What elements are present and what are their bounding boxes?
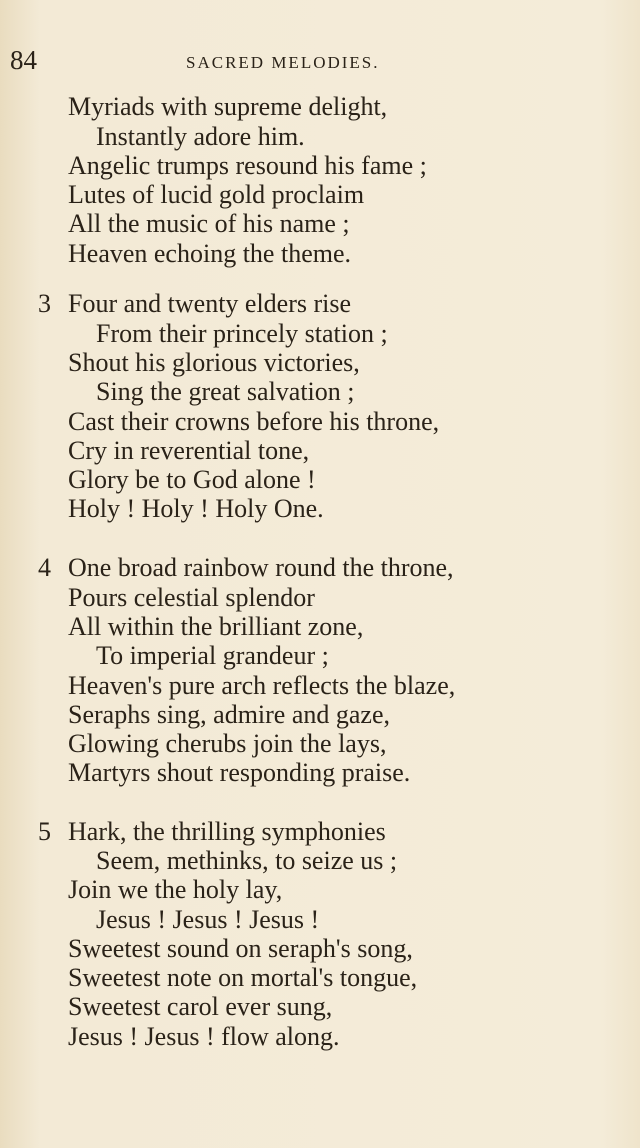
verse-line: All within the brilliant zone, [68, 612, 364, 641]
verse-line: Angelic trumps resound his fame ; [68, 151, 427, 180]
verse-line: Jesus ! Jesus ! Jesus ! [96, 905, 320, 934]
verse-line: One broad rainbow round the throne, [68, 553, 454, 582]
verse-line: Seraphs sing, admire and gaze, [68, 700, 391, 729]
verse-line: Glory be to God alone ! [68, 465, 316, 494]
stanza-number: 5 [38, 817, 51, 846]
stanza-number: 4 [38, 553, 51, 582]
verse-line: Hark, the thrilling symphonies [68, 817, 386, 846]
verse-line: Sing the great salvation ; [96, 377, 355, 406]
verse-line: Sweetest sound on seraph's song, [68, 934, 413, 963]
verse-line: Four and twenty elders rise [68, 289, 352, 318]
verse-line: Pours celestial splendor [68, 583, 315, 612]
verse-line: Holy ! Holy ! Holy One. [68, 494, 324, 523]
running-head: SACRED MELODIES. [186, 53, 380, 72]
verse-line: To imperial grandeur ; [96, 641, 329, 670]
verse-line: Heaven's pure arch reflects the blaze, [68, 671, 456, 700]
verse-line: Heaven echoing the theme. [68, 239, 351, 268]
verse-line: Glowing cherubs join the lays, [68, 729, 387, 758]
verse-line: Shout his glorious victories, [68, 348, 360, 377]
stanza-number: 3 [38, 289, 51, 318]
verse-line: Sweetest note on mortal's tongue, [68, 963, 418, 992]
verse-line: Cast their crowns before his throne, [68, 407, 440, 436]
verse-line: Instantly adore him. [96, 122, 305, 151]
verse-line: Seem, methinks, to seize us ; [96, 846, 398, 875]
verse-line: Cry in reverential tone, [68, 436, 310, 465]
verse-line: Myriads with supreme delight, [68, 92, 388, 121]
verse-line: All the music of his name ; [68, 209, 350, 238]
verse-line: From their princely station ; [96, 319, 388, 348]
page-number: 84 [10, 45, 37, 75]
verse-line: Lutes of lucid gold proclaim [68, 180, 365, 209]
verse-line: Martyrs shout responding praise. [68, 758, 411, 787]
verse-line: Jesus ! Jesus ! flow along. [68, 1022, 340, 1051]
verse-line: Sweetest carol ever sung, [68, 992, 333, 1021]
verse-line: Join we the holy lay, [68, 875, 283, 904]
